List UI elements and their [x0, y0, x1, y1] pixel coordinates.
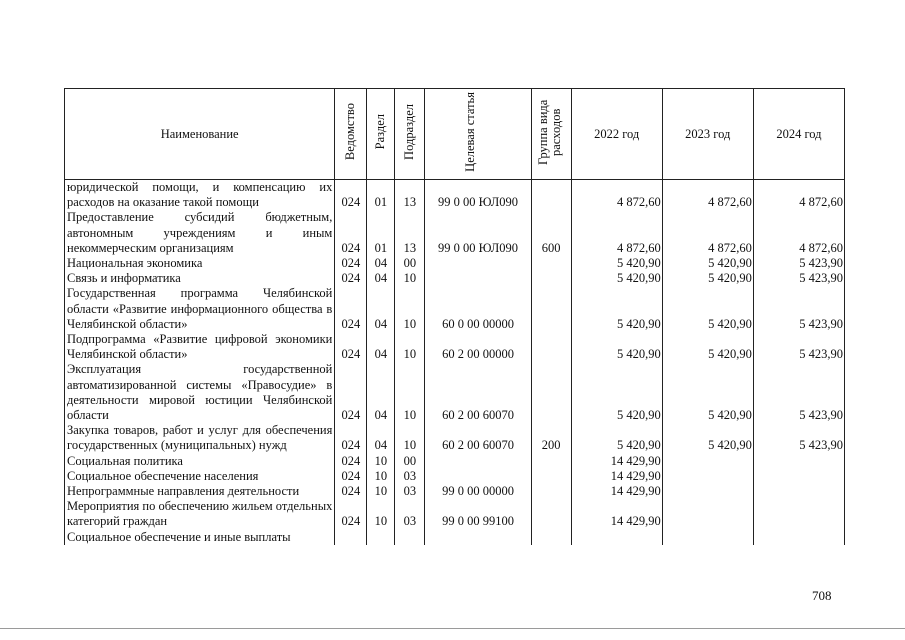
row-2023: 5 420,90: [662, 362, 753, 423]
row-celevaya-statya: 60 2 00 00000: [425, 332, 531, 362]
table-row: [65, 286, 845, 332]
row-razdel: 10: [367, 499, 395, 529]
row-2024: 5 423,90: [753, 362, 844, 423]
row-2023: 5 420,90: [662, 332, 753, 362]
row-2022: 5 420,90: [571, 286, 662, 332]
table-row: [65, 423, 845, 453]
table-row: [65, 469, 845, 484]
table-row: [65, 271, 845, 286]
row-2024: 5 423,90: [753, 256, 844, 271]
table-row: [65, 332, 845, 362]
row-2022: 14 429,90: [571, 469, 662, 484]
budget-table: [64, 88, 845, 545]
row-gruppa: [531, 271, 571, 286]
header-2024: 2024 год: [753, 89, 844, 180]
row-2024: [753, 484, 844, 499]
row-podrazdel: 03: [395, 469, 425, 484]
row-2022: 14 429,90: [571, 484, 662, 499]
row-gruppa: [531, 469, 571, 484]
row-2023: [662, 484, 753, 499]
header-celevaya-statya: Целевая статья: [425, 89, 531, 180]
row-2023: 5 420,90: [662, 271, 753, 286]
row-celevaya-statya: [425, 271, 531, 286]
row-vedomstvo: 024: [335, 499, 367, 529]
row-2023: [662, 530, 753, 545]
header-gruppa-vida-rashodov: Группа вида расходов: [531, 89, 571, 180]
row-podrazdel: 10: [395, 332, 425, 362]
row-podrazdel: [395, 530, 425, 545]
row-podrazdel: 00: [395, 454, 425, 469]
row-2024: [753, 454, 844, 469]
row-gruppa: [531, 530, 571, 545]
row-2024: [753, 499, 844, 529]
row-gruppa: 200: [531, 423, 571, 453]
row-vedomstvo: 024: [335, 469, 367, 484]
page-number: 708: [812, 588, 832, 603]
row-podrazdel: 13: [395, 210, 425, 256]
row-2024: 5 423,90: [753, 423, 844, 453]
row-razdel: [367, 530, 395, 545]
row-gruppa: [531, 454, 571, 469]
row-razdel: 04: [367, 286, 395, 332]
row-gruppa: [531, 332, 571, 362]
row-2023: 4 872,60: [662, 210, 753, 256]
row-razdel: 04: [367, 332, 395, 362]
row-2022: 4 872,60: [571, 210, 662, 256]
row-name: Предоставление субсидий бюджетным, автономным учреждениям и иным некоммерческим организациям: [65, 210, 335, 256]
row-2023: 5 420,90: [662, 256, 753, 271]
row-celevaya-statya: [425, 469, 531, 484]
row-2023: 4 872,60: [662, 180, 753, 211]
header-vedomstvo: Ведомство: [335, 89, 367, 180]
row-razdel: 04: [367, 423, 395, 453]
row-podrazdel: 13: [395, 180, 425, 211]
table-row: [65, 499, 845, 529]
row-razdel: 01: [367, 210, 395, 256]
row-gruppa: [531, 484, 571, 499]
row-name: Социальная политика: [65, 454, 335, 469]
row-podrazdel: 10: [395, 423, 425, 453]
row-vedomstvo: 024: [335, 332, 367, 362]
row-name: Связь и информатика: [65, 271, 335, 286]
row-celevaya-statya: [425, 454, 531, 469]
row-name: Национальная экономика: [65, 256, 335, 271]
row-2022: 14 429,90: [571, 454, 662, 469]
row-2022: 5 420,90: [571, 271, 662, 286]
row-2024: 5 423,90: [753, 332, 844, 362]
row-celevaya-statya: 60 0 00 00000: [425, 286, 531, 332]
row-celevaya-statya: 99 0 00 00000: [425, 484, 531, 499]
row-name: Эксплуатация государственной автоматизированной системы «Правосудие» в деятельности мировой юстиции Челябинской области: [65, 362, 335, 423]
row-2023: [662, 499, 753, 529]
row-name: Закупка товаров, работ и услуг для обеспечения государственных (муниципальных) нужд: [65, 423, 335, 453]
row-gruppa: [531, 499, 571, 529]
row-podrazdel: 03: [395, 499, 425, 529]
row-2024: 5 423,90: [753, 286, 844, 332]
row-2022: 5 420,90: [571, 332, 662, 362]
row-podrazdel: 10: [395, 362, 425, 423]
row-vedomstvo: 024: [335, 454, 367, 469]
header-podrazdel: Подраздел: [395, 89, 425, 180]
row-gruppa: [531, 362, 571, 423]
table-row: [65, 362, 845, 423]
row-gruppa: 600: [531, 210, 571, 256]
row-name: Подпрограмма «Развитие цифровой экономики Челябинской области»: [65, 332, 335, 362]
row-podrazdel: 10: [395, 271, 425, 286]
row-vedomstvo: 024: [335, 423, 367, 453]
row-2024: 5 423,90: [753, 271, 844, 286]
row-podrazdel: 00: [395, 256, 425, 271]
row-podrazdel: 03: [395, 484, 425, 499]
row-celevaya-statya: 99 0 00 99100: [425, 499, 531, 529]
row-2022: 4 872,60: [571, 180, 662, 211]
row-celevaya-statya: 99 0 00 ЮЛ090: [425, 210, 531, 256]
row-2023: [662, 469, 753, 484]
row-podrazdel: 10: [395, 286, 425, 332]
table-row: [65, 484, 845, 499]
row-gruppa: [531, 256, 571, 271]
footer-divider: [0, 628, 905, 629]
row-vedomstvo: 024: [335, 271, 367, 286]
header-2023: 2023 год: [662, 89, 753, 180]
row-2022: [571, 530, 662, 545]
header-2022: 2022 год: [571, 89, 662, 180]
row-2023: [662, 454, 753, 469]
row-2024: 4 872,60: [753, 180, 844, 211]
row-gruppa: [531, 180, 571, 211]
row-celevaya-statya: [425, 256, 531, 271]
table-row: [65, 454, 845, 469]
row-vedomstvo: 024: [335, 286, 367, 332]
row-2022: 5 420,90: [571, 362, 662, 423]
header-razdel: Раздел: [367, 89, 395, 180]
table-row: [65, 530, 845, 545]
row-name: Социальное обеспечение и иные выплаты: [65, 530, 335, 545]
row-2024: [753, 530, 844, 545]
row-vedomstvo: 024: [335, 210, 367, 256]
row-razdel: 10: [367, 454, 395, 469]
row-name: Государственная программа Челябинской области «Развитие информационного общества в Челябинской области»: [65, 286, 335, 332]
row-2024: 4 872,60: [753, 210, 844, 256]
row-razdel: 04: [367, 256, 395, 271]
table-row: [65, 180, 845, 211]
row-vedomstvo: 024: [335, 362, 367, 423]
row-razdel: 10: [367, 484, 395, 499]
row-vedomstvo: 024: [335, 484, 367, 499]
table-row: [65, 210, 845, 256]
row-2022: 14 429,90: [571, 499, 662, 529]
header-name: Наименование: [65, 89, 335, 180]
header-row: [65, 89, 845, 180]
row-celevaya-statya: 60 2 00 60070: [425, 362, 531, 423]
row-celevaya-statya: 99 0 00 ЮЛ090: [425, 180, 531, 211]
row-razdel: 04: [367, 271, 395, 286]
row-2024: [753, 469, 844, 484]
row-name: Мероприятия по обеспечению жильем отдельных категорий граждан: [65, 499, 335, 529]
row-2022: 5 420,90: [571, 256, 662, 271]
row-vedomstvo: 024: [335, 256, 367, 271]
row-vedomstvo: [335, 530, 367, 545]
row-razdel: 01: [367, 180, 395, 211]
row-2022: 5 420,90: [571, 423, 662, 453]
row-name: Социальное обеспечение населения: [65, 469, 335, 484]
row-vedomstvo: 024: [335, 180, 367, 211]
row-2023: 5 420,90: [662, 423, 753, 453]
row-name: Непрограммные направления деятельности: [65, 484, 335, 499]
table-row: [65, 256, 845, 271]
row-name: юридической помощи, и компенсацию их расходов на оказание такой помощи: [65, 180, 335, 211]
row-celevaya-statya: 60 2 00 60070: [425, 423, 531, 453]
row-razdel: 04: [367, 362, 395, 423]
row-gruppa: [531, 286, 571, 332]
row-razdel: 10: [367, 469, 395, 484]
row-celevaya-statya: [425, 530, 531, 545]
row-2023: 5 420,90: [662, 286, 753, 332]
